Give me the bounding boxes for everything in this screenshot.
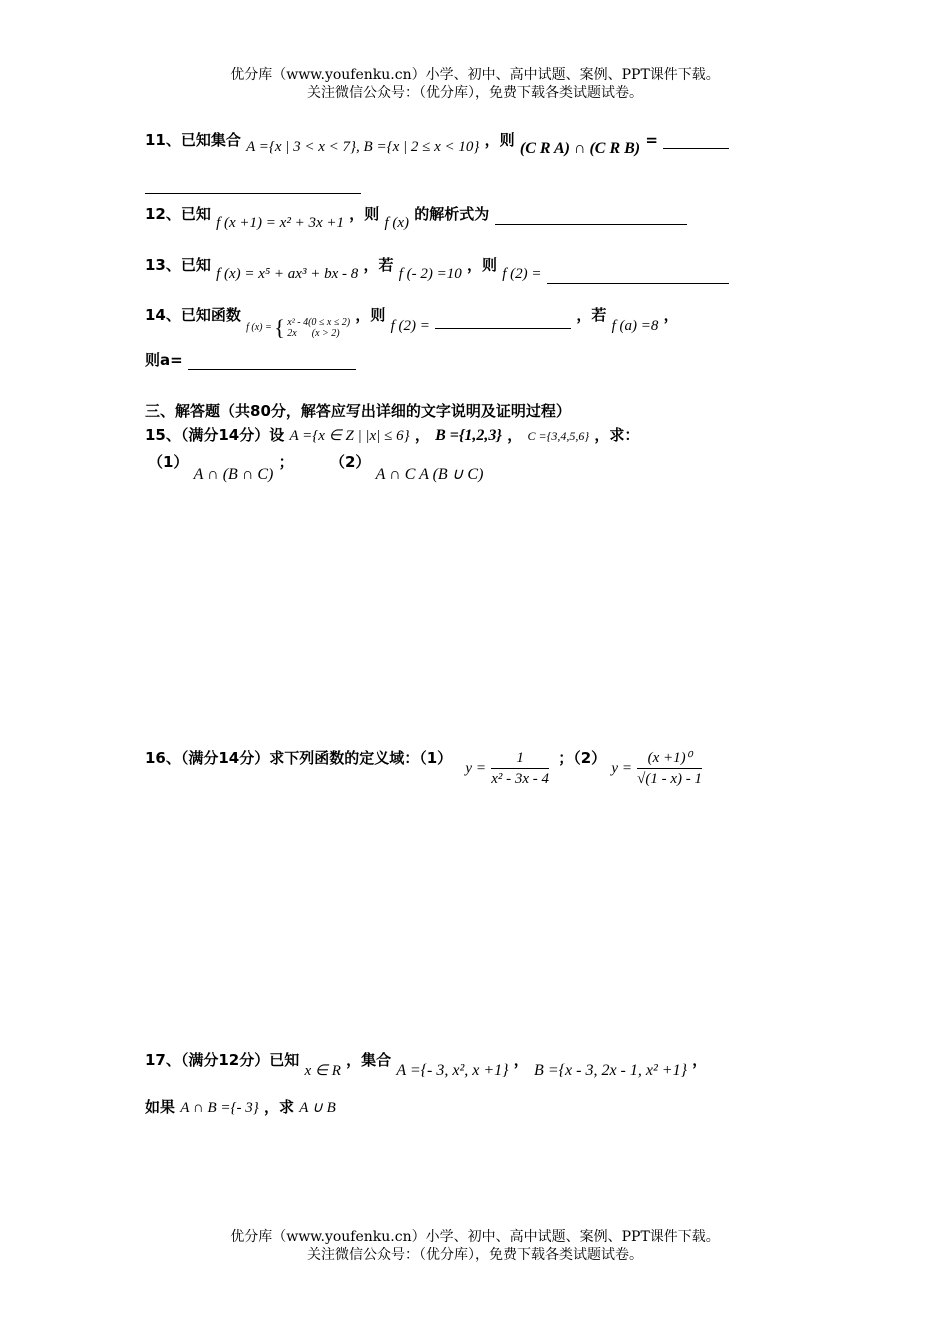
q14-prefix: 14、已知函数 (145, 306, 241, 324)
q11-answer-blank[interactable] (663, 148, 729, 149)
q12-fx: f (x) (384, 215, 410, 231)
q17-set-b: B ={x - 3, 2x - 1, x² +1} (534, 1062, 687, 1079)
q17-end: ， (692, 1051, 708, 1069)
q13-if: ，若 (363, 256, 394, 274)
q17-target: A ∪ B (299, 1100, 336, 1116)
q11-then: ，则 (484, 131, 515, 149)
q16-y1: y = (465, 760, 486, 777)
q13-answer-blank[interactable] (547, 283, 729, 284)
header-line-1: 优分库（www.youfenku.cn）小学、初中、高中试题、案例、PPT课件下载。 (230, 67, 720, 83)
q14-cond: f (a) =8 (611, 318, 659, 334)
q13-then: ，则 (466, 256, 497, 274)
q14-answer-blank-1[interactable] (435, 328, 571, 329)
question-15 (145, 425, 639, 446)
q16-den-1: x² - 3x - 4 (491, 771, 549, 787)
q16-sep: ；（2） (558, 749, 607, 767)
question-16 (145, 738, 703, 787)
q11-expr: (C R A) ∩ (C R B) (519, 140, 641, 157)
footer-line-1: 优分库（www.youfenku.cn）小学、初中、高中试题、案例、PPT课件下载。 (230, 1229, 720, 1245)
q15-set-c: C ={3,4,5,6} (527, 429, 590, 443)
q14-ask: f (2) = (390, 318, 430, 334)
q16-num-1: 1 (491, 748, 549, 769)
q16-den-2: √(1 - x) - 1 (637, 771, 703, 787)
q15-set-a: A ={x ∈ Z | |x| ≤ 6} (289, 428, 410, 444)
page-header (0, 66, 950, 102)
q17-set-a: A ={- 3, x², x +1} (396, 1062, 509, 1079)
q17-xr: x ∈ R (304, 1063, 341, 1079)
q14-comma: ， (663, 306, 679, 324)
q15-p1-label: （1） (148, 453, 189, 471)
q17-ask: ，求 (264, 1098, 295, 1116)
q12-then: ，则 (349, 205, 380, 223)
question-13 (145, 255, 729, 282)
q13-ask: f (2) = (502, 266, 542, 282)
q16-func-1 (465, 748, 549, 789)
q15-set-b: B ={1,2,3} (435, 427, 502, 444)
q11-prefix: 11、已知集合 (145, 131, 241, 149)
q13-cond: f (- 2) =10 (398, 266, 462, 282)
q16-func-2 (611, 748, 702, 789)
q14-cases (287, 317, 350, 339)
q12-suffix: 的解析式为 (414, 205, 490, 223)
q14-line2: 则a= (145, 351, 183, 369)
q14-if: ，若 (576, 306, 607, 324)
q16-prefix: 16、（满分14分）求下列函数的定义域：（1） (145, 749, 453, 767)
q15-p2-label: （2） (330, 453, 371, 471)
q14-answer-blank-2[interactable] (188, 369, 356, 370)
q12-answer-blank[interactable] (495, 224, 687, 225)
header-line-2: 关注微信公众号：（优分库），免费下载各类试题试卷。 (307, 85, 643, 101)
q15-part-1 (148, 452, 294, 483)
q15-sep1: ， (414, 426, 430, 444)
q16-num-2: (x +1)⁰ (637, 748, 702, 769)
q14-then: ，则 (355, 306, 386, 324)
q17-prefix: 17、（满分12分）已知 (145, 1051, 300, 1069)
question-12 (145, 204, 687, 231)
q13-prefix: 13、已知 (145, 256, 211, 274)
question-17-line-2 (145, 1097, 336, 1118)
q16-y2: y = (611, 760, 632, 777)
section-3-title: 三、解答题（共80分，解答应写出详细的文字说明及证明过程） (145, 402, 571, 420)
q17-cond: A ∩ B ={- 3} (180, 1100, 259, 1116)
q15-part-2 (330, 452, 484, 483)
q17-sep: ， (513, 1051, 529, 1069)
q16-fraction-2 (637, 748, 702, 789)
q17-line2-prefix: 如果 (145, 1098, 176, 1116)
q17-set-label: ，集合 (346, 1051, 392, 1069)
q14-case-1: x² - 4(0 ≤ x ≤ 2) (287, 316, 351, 328)
question-17 (145, 1050, 708, 1079)
footer-line-2: 关注微信公众号：（优分库），免费下载各类试题试卷。 (307, 1247, 643, 1263)
q15-p2: A ∩ C A (B ∪ C) (375, 466, 484, 483)
q15-sep2: ， (507, 426, 523, 444)
q14-fx: f (x) = (246, 321, 272, 333)
q15-prefix: 15、（满分14分）设 (145, 426, 285, 444)
q11-formula: A ={x | 3 < x < 7}, B ={x | 2 ≤ x < 10} (246, 139, 480, 155)
q11-eq: = (645, 131, 658, 149)
q14-brace: { (274, 314, 285, 340)
q12-formula: f (x +1) = x² + 3x +1 (216, 215, 344, 231)
q14-case-2: 2x (x > 2) (287, 327, 340, 339)
q13-formula: f (x) = x⁵ + ax³ + bx - 8 (216, 266, 359, 282)
q12-prefix: 12、已知 (145, 205, 211, 223)
q15-p1: A ∩ (B ∩ C) (193, 466, 274, 483)
q14-piecewise (246, 314, 351, 340)
page-footer (0, 1228, 950, 1264)
question-11 (145, 130, 729, 157)
question-14-line-2 (145, 350, 356, 370)
q16-fraction-1 (491, 748, 549, 789)
q15-p1-end: ； (278, 453, 294, 471)
q15-ask: ，求： (594, 426, 640, 444)
question-14 (145, 305, 679, 340)
q11-answer-blank-2[interactable] (145, 193, 361, 194)
